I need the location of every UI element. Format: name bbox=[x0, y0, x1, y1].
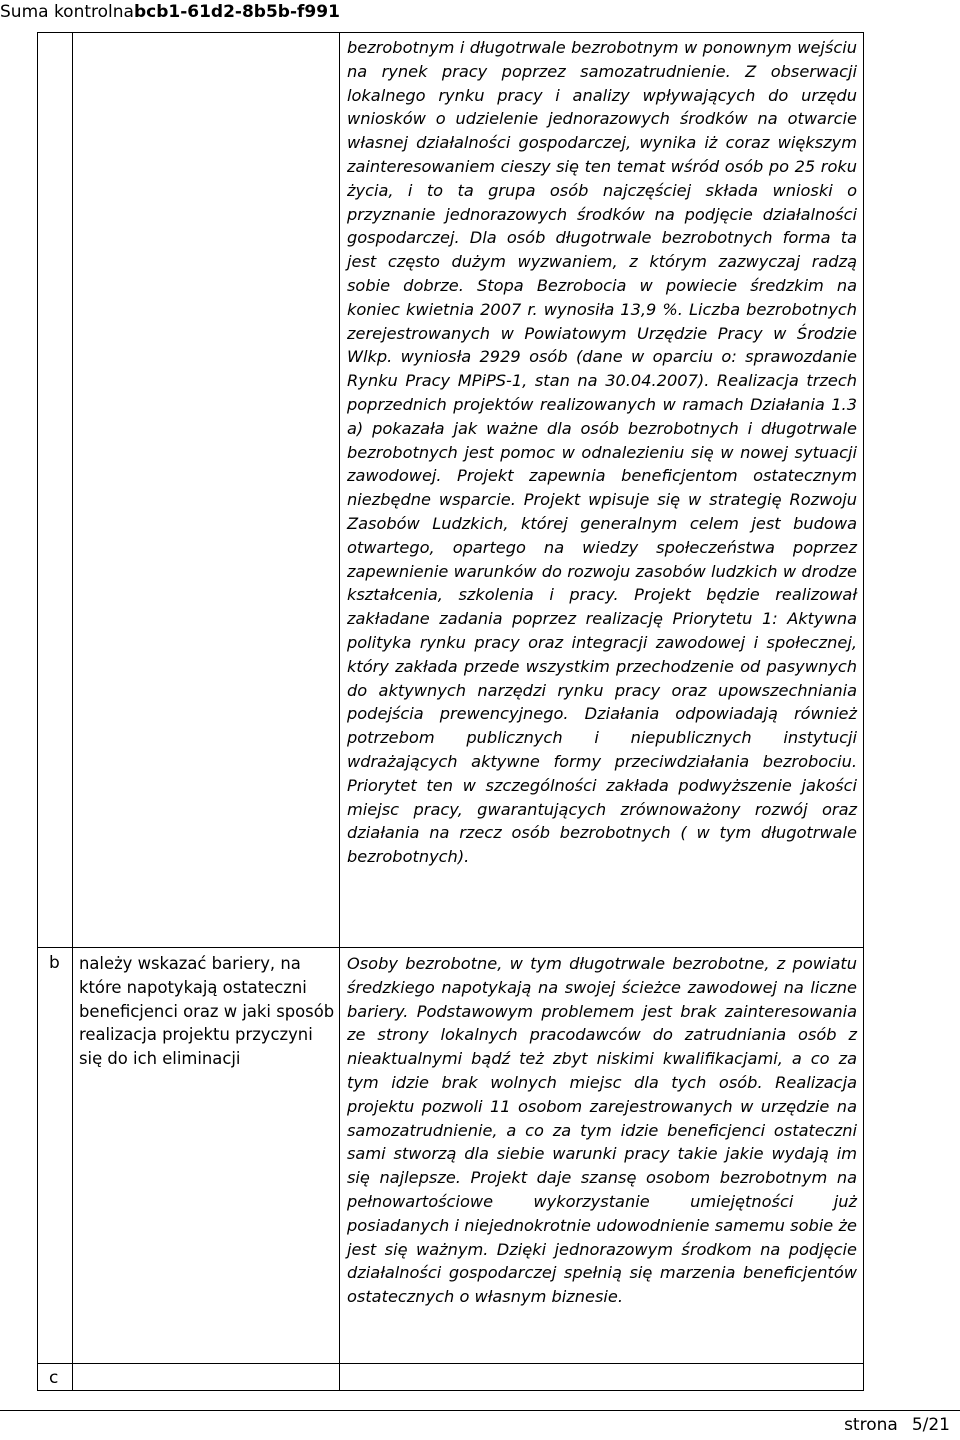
page-label: strona bbox=[844, 1415, 898, 1435]
table-border-right bbox=[863, 32, 864, 1390]
table-column-divider-2 bbox=[339, 32, 340, 1390]
checksum-label: Suma kontrolna bbox=[0, 2, 134, 22]
row-letter-c: c bbox=[49, 1368, 59, 1388]
row-divider-a-b bbox=[37, 947, 864, 948]
checksum-header bbox=[0, 0, 340, 24]
table-border-bottom bbox=[37, 1390, 864, 1391]
page-footer bbox=[844, 1413, 950, 1437]
table-column-divider-1 bbox=[72, 32, 73, 1390]
answer-continuation-text bbox=[347, 36, 857, 869]
row-letter-b: b bbox=[49, 953, 60, 973]
checksum-value: bcb1-61d2-8b5b-f991 bbox=[133, 2, 340, 22]
answer-text-b bbox=[347, 952, 857, 1309]
row-divider-b-c bbox=[37, 1363, 864, 1364]
table-border-left bbox=[37, 32, 38, 1390]
footer-rule bbox=[0, 1410, 960, 1411]
table-border-top bbox=[37, 32, 864, 33]
answer-paragraph: bezrobotnym i długotrwale bezrobotnym w ponownym wejściu na rynek pracy poprzez samozatrudnienie. Z obserwacji lokalnego rynku pracy i analizy wpływających do urzędu wniosków o udzielenie jednorazowych środków na otwarcie własnej działalności gospodarczej, wynika iż coraz większym zainteresowaniem cieszy się ten temat wśród osób po 25 roku życia, i to ta grupa osób najczęściej składa wnioski o przyznanie jednorazowych środków na podjęcie działalności gospodarczej. Dla osób długotrwale bezrobotnych forma ta jest często dużym wyzwaniem, z którym zazwyczaj radzą sobie dobrze. Stopa Bezrobocia w powiecie średzkim na koniec kwietnia 2007 r. wynosiła 13,9 %. Liczba bezrobotnych zerejestrowanych w Powiatowym Urzędzie Pracy w Środzie Wlkp. wyniosła 2929 osób (dane w oparciu o: sprawozdanie Rynku Pracy MPiPS-1, stan na 30.04.2007). Realizacja trzech poprzednich projektów realizowanych w ramach Działania 1.3 a) pokazała jak ważne dla osób bezrobotnych i długotrwale bezrobotnych jest pomoc w odnalezieniu się w nowej sytuacji zawodowej. Projekt zapewnia beneficjentom ostatecznym niezbędne wsparcie. Projekt wpisuje się w strategię Rozwoju Zasobów Ludzkich, której generalnym celem jest budowa otwartego, opartego na wiedzy społeczeństwa poprzez zapewnienie warunków do rozwoju zasobów ludzkich w drodze kształcenia, szkolenia i pracy. Projekt będzie realizował zakładane zadania poprzez realizację Priorytetu 1: Aktywna polityka rynku pracy oraz integracji zawodowej i społecznej, który zakłada przede wszystkim przechodzenie od pasywnych do aktywnych narzędzi rynku pracy oraz upowszechniania podejścia prewencyjnego. Działania odpowiadają również potrzebom publicznych i niepublicznych instytucji wdrażających aktywne formy przeciwdziałania bezrobociu. Priorytet ten w szczególności zakłada podwyższenie jakości miejsc pracy, gwarantujących zrównoważony rozwój oraz działania na rzecz osób bezrobotnych ( w tym długotrwale bezrobotnych). bbox=[347, 38, 857, 867]
page-number: 5/21 bbox=[911, 1415, 950, 1435]
answer-paragraph: Osoby bezrobotne, w tym długotrwale bezrobotne, z powiatu średzkiego napotykają na swojej ścieżce zawodowej na liczne bariery. Podstawowym problemem jest brak zainteresowania ze strony lokalnych pracodawców do zatrudniania osób z nieaktualnymi bądź też zbyt niskimi kwalifikacjami, a co za tym idzie brak wolnych miejsc dla tych osób. Realizacja projektu pozwoli 11 osobom zarejestrowanych w urzędzie na samozatrudnienie, a co za tym idzie beneficjenci ostateczni sami stworzą dla siebie warunki pracy takie jakie wydają im się najlepsze. Projekt daje szansę osobom bezrobotnym na pełnowartościowe wykorzystanie umiejętności już posiadanych i niejednokrotnie udowodnienie samemu sobie że jest się ważnym. Dzięki jednorazowym środkom na podjęcie działalności gospodarczej spełnią się marzenia beneficjentów ostatecznych o własnym biznesie. bbox=[347, 954, 857, 1307]
question-text-b: należy wskazać bariery, na które napotykają ostateczni beneficjenci oraz w jaki sposób realizacja projektu przyczyni się do ich eliminacji bbox=[79, 954, 335, 1069]
